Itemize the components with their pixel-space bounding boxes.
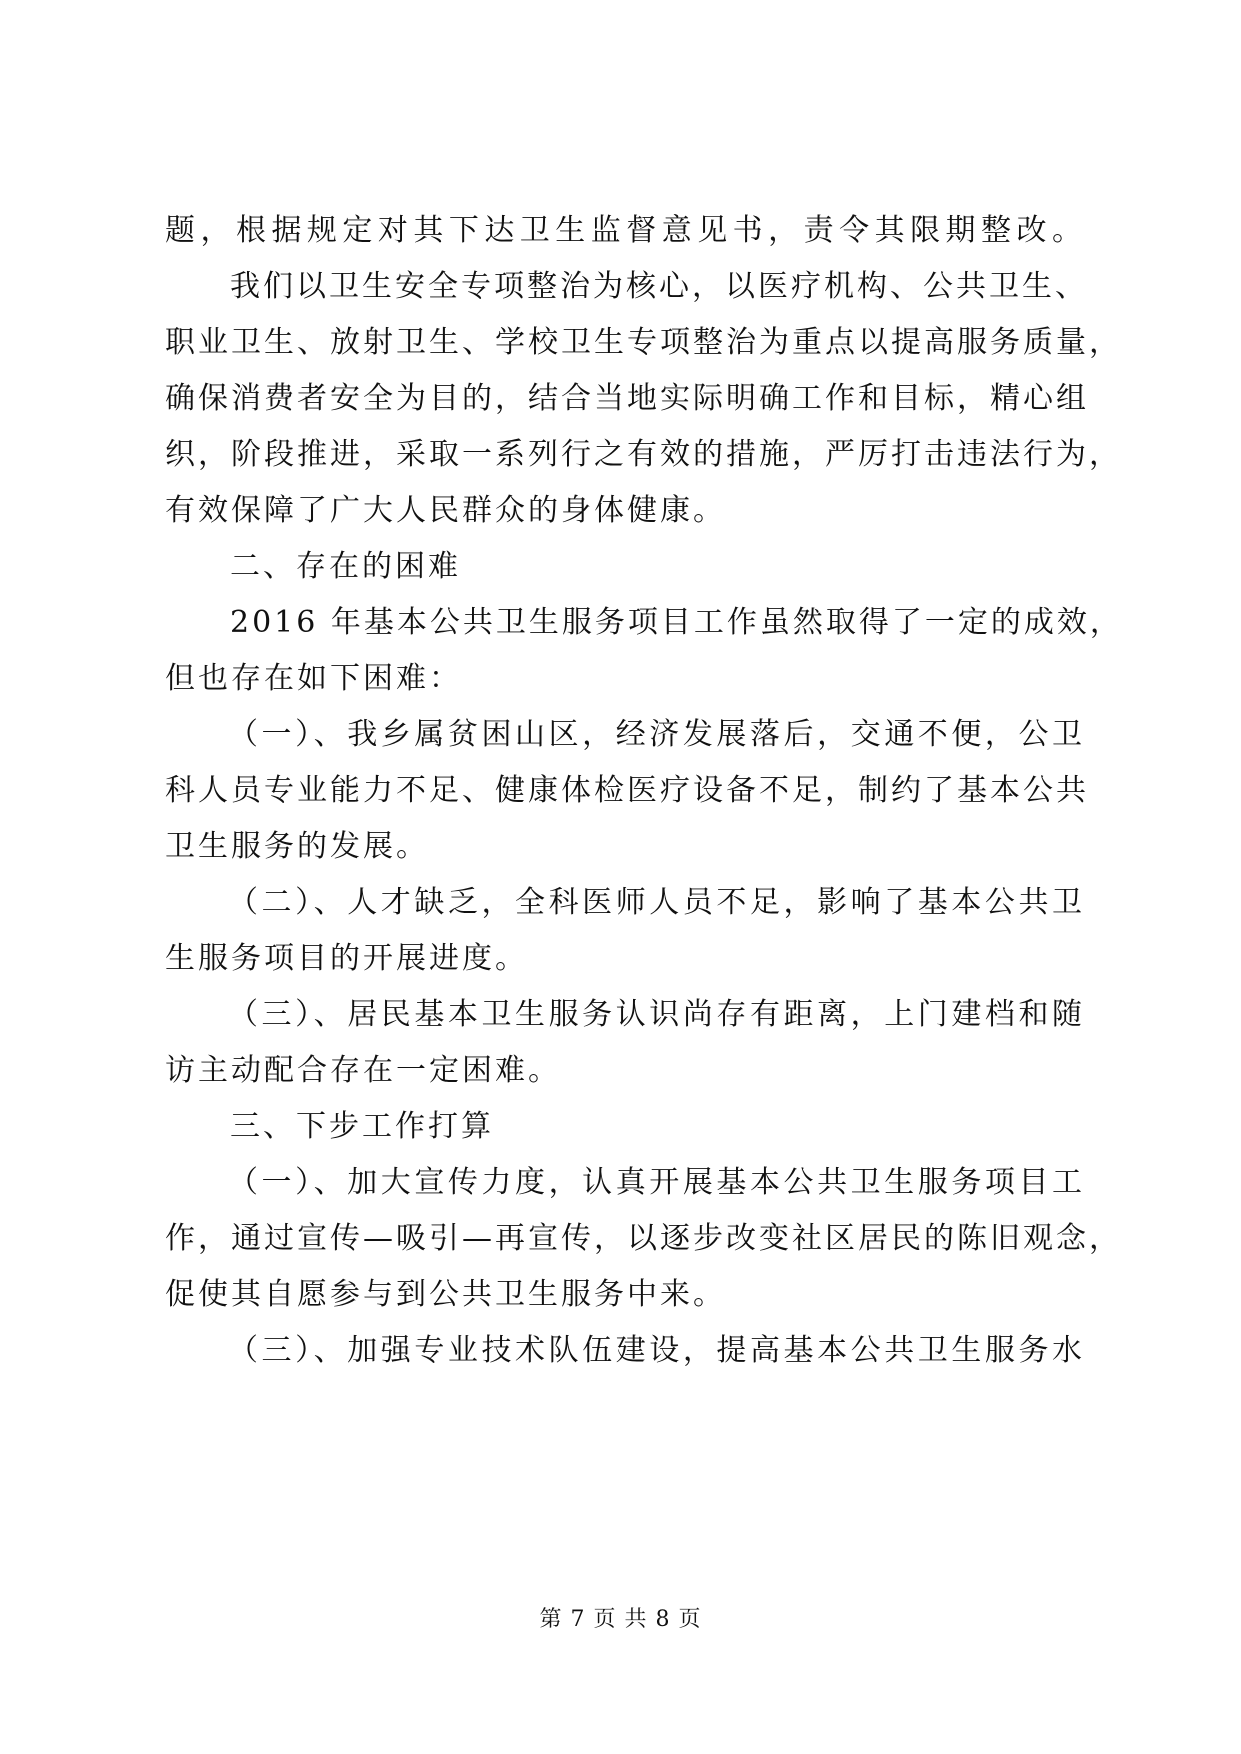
paragraph-line: 卫生服务的发展。 [165,829,429,864]
paragraph-line: （三）、居民基本卫生服务认识尚存有距离，上门建档和随 [228,997,1085,1032]
paragraph-line: 2016 年基本公共卫生服务项目工作虽然取得了一定的成效， [230,605,1123,640]
paragraph-line: 作，通过宣传—吸引—再宣传，以逐步改变社区居民的陈旧观念， [165,1221,1122,1256]
paragraph-line: 我们以卫生安全专项整治为核心，以医疗机构、公共卫生、 [230,269,1088,304]
paragraph-line: 职业卫生、放射卫生、学校卫生专项整治为重点以提高服务质量， [165,325,1122,360]
paragraph-line: 访主动配合存在一定困难。 [165,1053,561,1088]
paragraph-line: 织，阶段推进，采取一系列行之有效的措施，严厉打击违法行为， [165,437,1122,472]
paragraph-line: 生服务项目的开展进度。 [165,941,528,976]
paragraph-line: （一）、加大宣传力度，认真开展基本公共卫生服务项目工 [228,1165,1085,1200]
paragraph-line: 确保消费者安全为目的，结合当地实际明确工作和目标，精心组 [165,381,1089,416]
section-heading: 三、下步工作打算 [230,1109,494,1144]
paragraph-line: （三）、加强专业技术队伍建设，提高基本公共卫生服务水 [228,1333,1085,1368]
paragraph-line: 有效保障了广大人民群众的身体健康。 [165,493,726,528]
section-heading: 二、存在的困难 [230,549,461,584]
paragraph-line: 但也存在如下困难： [165,661,462,696]
page-number-footer: 第 7 页 共 8 页 [539,1607,702,1632]
paragraph-line: 题，根据规定对其下达卫生监督意见书，责令其限期整改。 [165,213,1085,248]
paragraph-line: 科人员专业能力不足、健康体检医疗设备不足，制约了基本公共 [165,773,1089,808]
paragraph-line: （二）、人才缺乏，全科医师人员不足，影响了基本公共卫 [228,885,1085,920]
paragraph-line: 促使其自愿参与到公共卫生服务中来。 [165,1277,726,1312]
paragraph-line: （一）、我乡属贫困山区，经济发展落后，交通不便，公卫 [228,717,1085,752]
